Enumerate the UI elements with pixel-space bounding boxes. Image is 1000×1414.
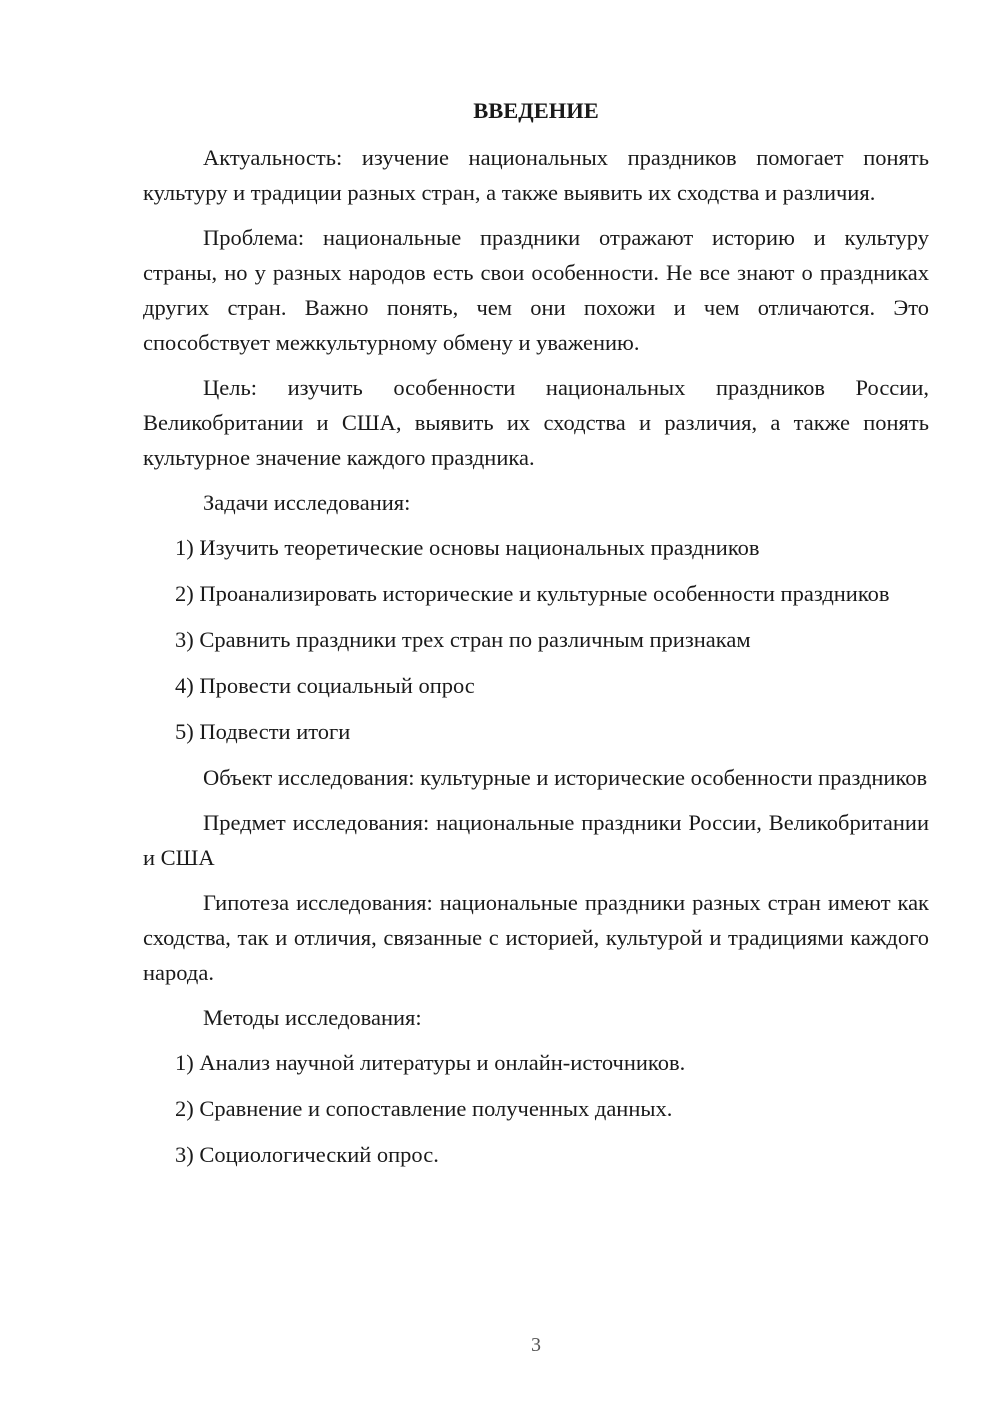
task-item: 1) Изучить теоретические основы национальных праздников bbox=[175, 535, 760, 560]
subject-paragraph: Предмет исследования: национальные праздники России, Великобритании и США bbox=[143, 810, 929, 870]
page-number: 3 bbox=[531, 1334, 541, 1356]
tasks-heading: Задачи исследования: bbox=[203, 490, 411, 515]
object-paragraph: Объект исследования: культурные и исторические особенности праздников bbox=[203, 765, 928, 790]
method-item: 3) Социологический опрос. bbox=[175, 1142, 439, 1167]
method-item: 1) Анализ научной литературы и онлайн-источников. bbox=[175, 1050, 686, 1075]
goal-paragraph: Цель: изучить особенности национальных праздников России, Великобритании и США, выявить их сходства и различия, а также понять культурное значение каждого праздника. bbox=[143, 375, 929, 470]
problem-paragraph: Проблема: национальные праздники отражают историю и культуру страны, но у разных народов есть свои особенности. Не все знают о праздниках других стран. Важно понять, чем они похожи и чем отличаются. Это способствует межкультурному обмену и уважению. bbox=[143, 225, 929, 355]
task-item: 2) Проанализировать исторические и культурные особенности праздников bbox=[175, 581, 890, 606]
method-item: 2) Сравнение и сопоставление полученных данных. bbox=[175, 1096, 673, 1121]
task-item: 5) Подвести итоги bbox=[175, 719, 351, 744]
page-content bbox=[143, 96, 929, 1183]
task-item: 4) Провести социальный опрос bbox=[175, 673, 475, 698]
methods-heading: Методы исследования: bbox=[203, 1005, 422, 1030]
hypothesis-paragraph: Гипотеза исследования: национальные праздники разных стран имеют как сходства, так и отличия, связанные с историей, культурой и традициями каждого народа. bbox=[143, 890, 929, 985]
section-title: ВВЕДЕНИЕ bbox=[473, 98, 599, 123]
task-item: 3) Сравнить праздники трех стран по различным признакам bbox=[175, 627, 751, 652]
relevance-paragraph: Актуальность: изучение национальных праздников помогает понять культуру и традиции разных стран, а также выявить их сходства и различия. bbox=[143, 145, 929, 205]
